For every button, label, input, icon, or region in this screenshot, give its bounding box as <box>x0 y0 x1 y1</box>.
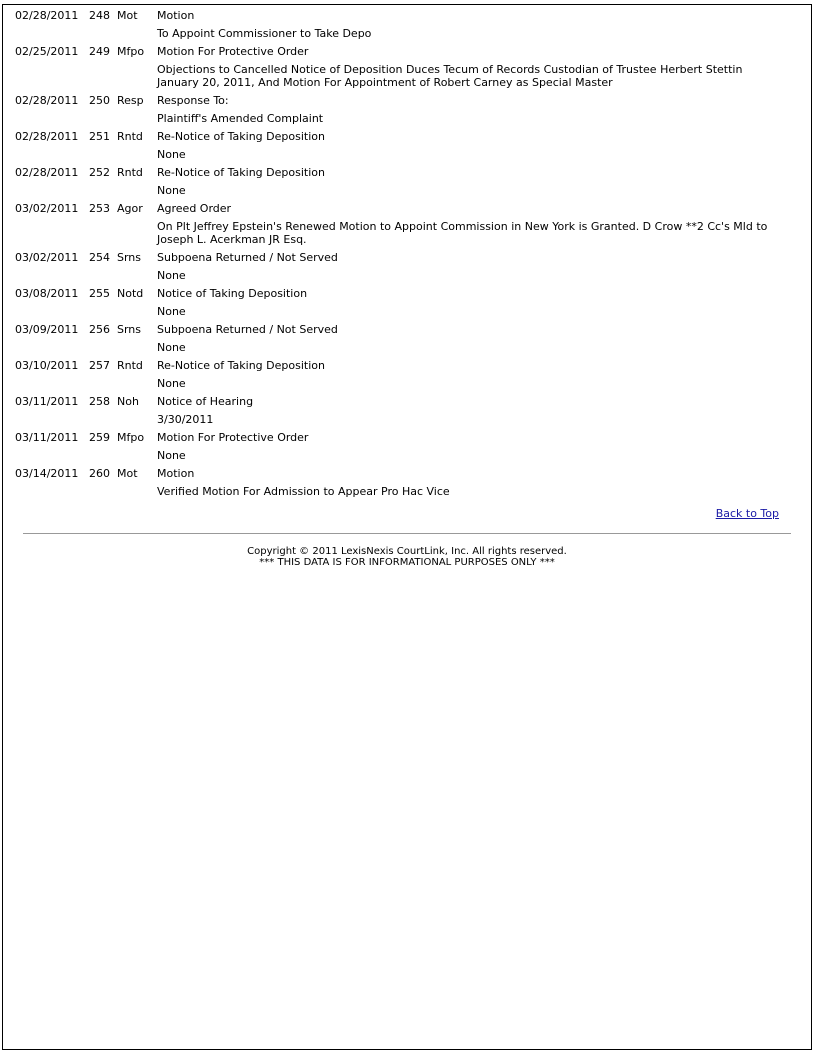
docket-entry-row <box>15 128 785 146</box>
detail-spacer <box>15 375 157 393</box>
back-to-top-link[interactable]: Back to Top <box>715 507 779 520</box>
detail-spacer <box>15 146 157 164</box>
docket-entry-row <box>15 43 785 61</box>
detail-spacer <box>15 339 157 357</box>
docket-detail-row <box>15 483 785 501</box>
entry-detail: To Appoint Commissioner to Take Depo <box>157 27 372 40</box>
docket-entry-row <box>15 200 785 218</box>
docket-detail-row <box>15 411 785 429</box>
entry-number: 248 <box>89 9 110 22</box>
entry-number: 256 <box>89 323 110 336</box>
detail-spacer <box>15 182 157 200</box>
docket-detail-row <box>15 25 785 43</box>
entry-detail: None <box>157 305 186 318</box>
entry-detail: None <box>157 377 186 390</box>
docket-body <box>15 7 785 501</box>
entry-number: 250 <box>89 94 110 107</box>
entry-date: 02/28/2011 <box>15 166 79 179</box>
entry-date: 03/14/2011 <box>15 467 79 480</box>
entry-date: 03/10/2011 <box>15 359 79 372</box>
detail-spacer <box>15 61 157 92</box>
entry-number: 249 <box>89 45 110 58</box>
entry-date: 02/28/2011 <box>15 130 79 143</box>
docket-detail-row <box>15 61 785 92</box>
docket-detail-row <box>15 375 785 393</box>
entry-number: 251 <box>89 130 110 143</box>
entry-code: Mfpo <box>117 45 145 58</box>
entry-detail: None <box>157 148 186 161</box>
entry-title: Subpoena Returned / Not Served <box>157 323 338 336</box>
docket-entry-row <box>15 357 785 375</box>
docket-detail-row <box>15 182 785 200</box>
entry-number: 257 <box>89 359 110 372</box>
entry-date: 03/09/2011 <box>15 323 79 336</box>
disclaimer-text: *** THIS DATA IS FOR INFORMATIONAL PURPOSES ONLY *** <box>259 557 555 568</box>
entry-code: Rntd <box>117 166 143 179</box>
docket-detail-row <box>15 303 785 321</box>
entry-title: Re-Notice of Taking Deposition <box>157 130 325 143</box>
entry-code: Srns <box>117 251 142 264</box>
entry-title: Subpoena Returned / Not Served <box>157 251 338 264</box>
detail-spacer <box>15 110 157 128</box>
entry-date: 03/08/2011 <box>15 287 79 300</box>
entry-title: Response To: <box>157 94 229 107</box>
docket-entry-row <box>15 429 785 447</box>
entry-code: Mfpo <box>117 431 145 444</box>
entry-number: 252 <box>89 166 110 179</box>
docket-detail-row <box>15 267 785 285</box>
docket-detail-row <box>15 218 785 249</box>
footer-divider <box>23 533 791 534</box>
entry-date: 03/02/2011 <box>15 251 79 264</box>
entry-title: Re-Notice of Taking Deposition <box>157 359 325 372</box>
docket-entry-row <box>15 285 785 303</box>
entry-title: Notice of Taking Deposition <box>157 287 308 300</box>
detail-spacer <box>15 267 157 285</box>
docket-entry-row <box>15 164 785 182</box>
entry-title: Motion For Protective Order <box>157 45 309 58</box>
detail-spacer <box>15 411 157 429</box>
entry-date: 02/25/2011 <box>15 45 79 58</box>
entry-number: 255 <box>89 287 110 300</box>
entry-detail: Objections to Cancelled Notice of Deposition Duces Tecum of Records Custodian of Trustee Herbert Stettin January 20, 2011, And Motion For Appointment of Robert Carney as Special Master <box>157 63 743 89</box>
entry-title: Agreed Order <box>157 202 232 215</box>
entry-date: 03/11/2011 <box>15 431 79 444</box>
entry-number: 258 <box>89 395 110 408</box>
entry-date: 03/02/2011 <box>15 202 79 215</box>
entry-code: Srns <box>117 323 142 336</box>
docket-table <box>15 7 785 501</box>
entry-code: Notd <box>117 287 144 300</box>
detail-spacer <box>15 303 157 321</box>
entry-detail: None <box>157 269 186 282</box>
entry-detail: Verified Motion For Admission to Appear Pro Hac Vice <box>157 485 450 498</box>
footer <box>3 546 811 568</box>
entry-title: Re-Notice of Taking Deposition <box>157 166 325 179</box>
entry-detail: On Plt Jeffrey Epstein's Renewed Motion to Appoint Commission in New York is Granted. D Crow **2 Cc's Mld to Joseph L. Acerkman JR Esq. <box>157 220 768 246</box>
entry-code: Agor <box>117 202 143 215</box>
docket-entry-row <box>15 465 785 483</box>
entry-code: Rntd <box>117 130 143 143</box>
copyright-text: Copyright © 2011 LexisNexis CourtLink, Inc. All rights reserved. <box>247 546 567 557</box>
docket-detail-row <box>15 146 785 164</box>
docket-entry-row <box>15 249 785 267</box>
entry-title: Motion For Protective Order <box>157 431 309 444</box>
detail-spacer <box>15 483 157 501</box>
entry-detail: None <box>157 449 186 462</box>
entry-code: Resp <box>117 94 144 107</box>
entry-detail: Plaintiff's Amended Complaint <box>157 112 324 125</box>
detail-spacer <box>15 25 157 43</box>
entry-code: Rntd <box>117 359 143 372</box>
entry-number: 259 <box>89 431 110 444</box>
entry-title: Motion <box>157 9 195 22</box>
docket-entry-row <box>15 7 785 25</box>
entry-number: 254 <box>89 251 110 264</box>
docket-entry-row <box>15 393 785 411</box>
detail-spacer <box>15 447 157 465</box>
entry-date: 02/28/2011 <box>15 9 79 22</box>
entry-title: Motion <box>157 467 195 480</box>
docket-entry-row <box>15 321 785 339</box>
entry-code: Mot <box>117 467 138 480</box>
entry-title: Notice of Hearing <box>157 395 254 408</box>
document-page <box>2 4 812 1050</box>
entry-code: Mot <box>117 9 138 22</box>
entry-detail: None <box>157 184 186 197</box>
docket-entry-row <box>15 92 785 110</box>
docket-detail-row <box>15 110 785 128</box>
entry-number: 253 <box>89 202 110 215</box>
docket-detail-row <box>15 339 785 357</box>
entry-detail: 3/30/2011 <box>157 413 214 426</box>
entry-number: 260 <box>89 467 110 480</box>
detail-spacer <box>15 218 157 249</box>
entry-code: Noh <box>117 395 139 408</box>
entry-detail: None <box>157 341 186 354</box>
docket-detail-row <box>15 447 785 465</box>
entry-date: 02/28/2011 <box>15 94 79 107</box>
entry-date: 03/11/2011 <box>15 395 79 408</box>
